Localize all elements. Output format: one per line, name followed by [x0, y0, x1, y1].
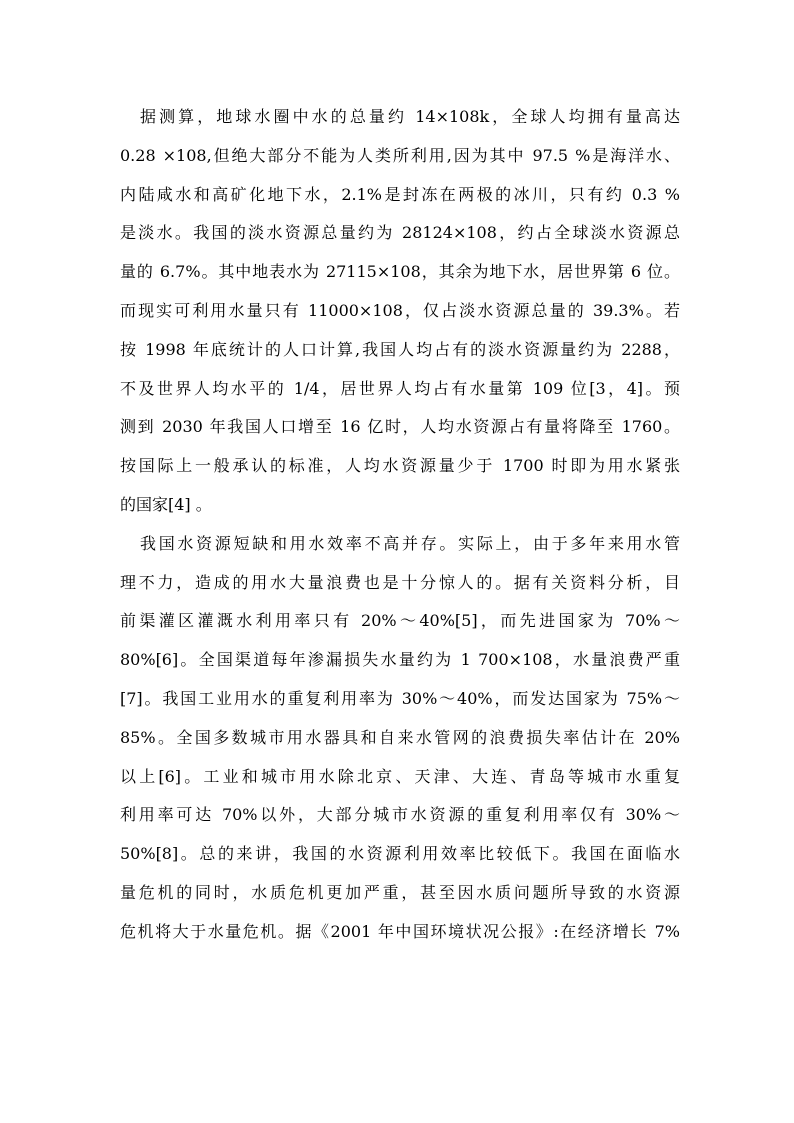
paragraph-line: 80%[6]。全国渠道每年渗漏损失水量约为 1 700×108，水量浪费严重 — [120, 650, 680, 670]
paragraph-line: 不及世界人均水平的 1/4，居世界人均占有水量第 109 位[3，4]。预 — [120, 378, 680, 398]
paragraph-line: 按 1998 年底统计的人口计算,我国人均占有的淡水资源量约为 2288， — [120, 339, 680, 359]
paragraph-line: 0.28 ×108,但绝大部分不能为人类所利用,因为其中 97.5 %是海洋水、 — [120, 145, 680, 165]
paragraph-line: 利用率可达 70%以外，大部分城市水资源的重复利用率仅有 30%～ — [120, 805, 680, 825]
paragraph-line: 量危机的同时，水质危机更加严重，甚至因水质问题所导致的水资源 — [120, 882, 680, 902]
paragraph-line: 以上[6]。工业和城市用水除北京、天津、大连、青岛等城市水重复 — [120, 766, 680, 786]
paragraph-2 — [120, 525, 680, 952]
paragraph-line: 内陆咸水和高矿化地下水，2.1%是封冻在两极的冰川，只有约 0.3 % — [120, 184, 680, 204]
paragraph-line: 的国家[4] 。 — [120, 494, 212, 514]
paragraph-line: 是淡水。我国的淡水资源总量约为 28124×108，约占全球淡水资源总 — [120, 223, 680, 243]
paragraph-line: 量的 6.7%。其中地表水为 27115×108，其余为地下水，居世界第 6 位。 — [120, 262, 680, 282]
paragraph-line: 据测算，地球水圈中水的总量约 14×108k，全球人均拥有量高达 — [140, 107, 680, 126]
paragraph-line: [7]。我国工业用水的重复利用率为 30%～40%，而发达国家为 75%～ — [120, 688, 680, 708]
paragraph-line: 85%。全国多数城市用水器具和自来水管网的浪费损失率估计在 20% — [120, 727, 680, 747]
paragraph-line: 理不力，造成的用水大量浪费也是十分惊人的。据有关资料分析，目 — [120, 572, 680, 592]
document-page — [120, 98, 680, 952]
paragraph-line: 而现实可利用水量只有 11000×108，仅占淡水资源总量的 39.3%。若 — [120, 300, 680, 320]
paragraph-line: 危机将大于水量危机。据《2001 年中国环境状况公报》:在经济增长 7% — [120, 921, 680, 941]
paragraph-line: 50%[8]。总的来讲，我国的水资源利用效率比较低下。我国在面临水 — [120, 844, 680, 864]
paragraph-line: 我国水资源短缺和用水效率不高并存。实际上，由于多年来用水管 — [140, 533, 680, 553]
paragraph-1 — [120, 98, 680, 525]
paragraph-line: 按国际上一般承认的标准，人均水资源量少于 1700 时即为用水紧张 — [120, 456, 680, 476]
paragraph-line: 测到 2030 年我国人口增至 16 亿时，人均水资源占有量将降至 1760。 — [120, 417, 680, 437]
paragraph-line: 前渠灌区灌溉水利用率只有 20%～40%[5]，而先进国家为 70%～ — [120, 611, 680, 631]
